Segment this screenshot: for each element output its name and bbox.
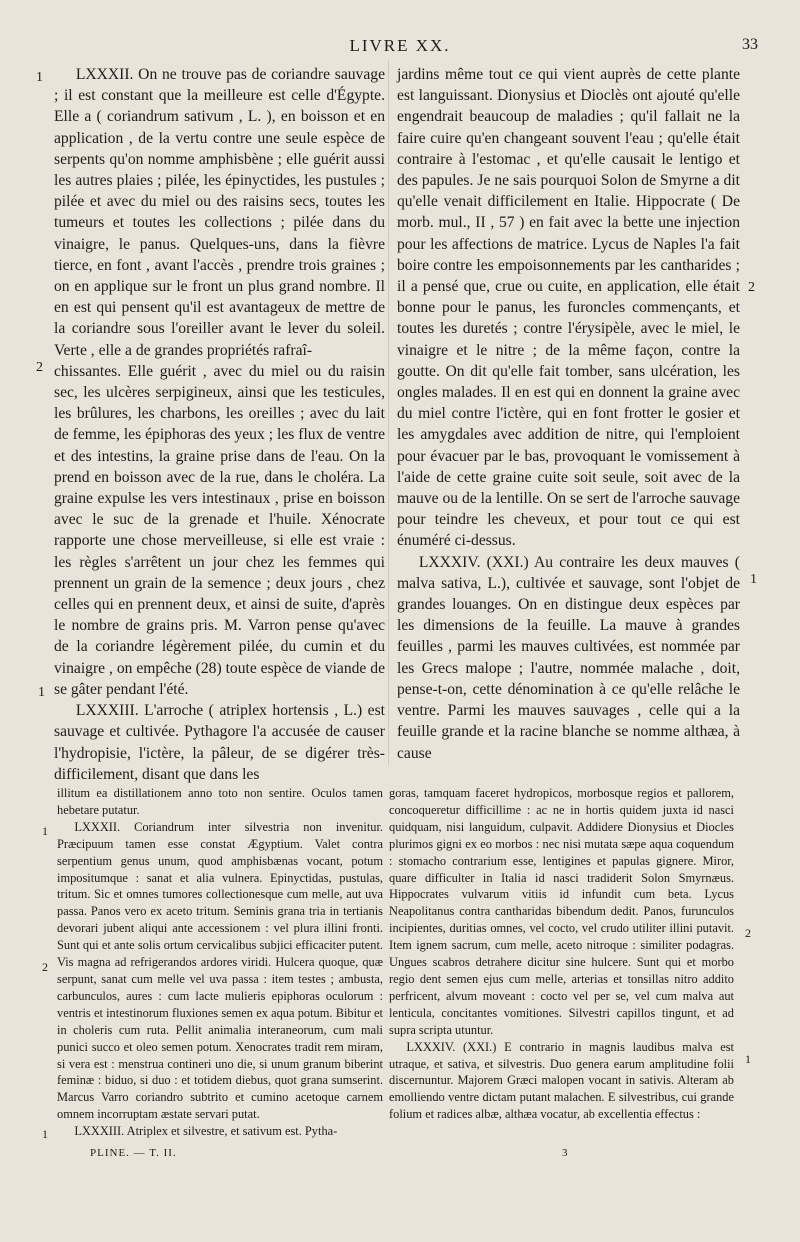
running-head [0,36,800,56]
column-rule [388,60,389,765]
paragraph: LXXXII. On ne trouve pas de coriandre sauvage ; il est constant que la meilleure est celle d'Égypte. Elle a ( coriandrum sativum , L. ), en boisson et en application , de la vertu contre une seule espèce de serpents qu'on nomme amphisbène ; elle guérit aussi les autres plaies ; pilée, les épinyctides, les pustules ; pilée et avec du miel ou des raisins secs, toutes les tumeurs et toutes les collections ; pilée dans du vinaigre, le panus. Quelques-uns, dans la fièvre tierce, en font , avant l'accès , prendre trois graines ; on en applique sur le front un plus grand nombre. Il en est qui pensent qu'il est avantageux de mettre de la coriandre sous l'oreiller avant le lever du soleil. Verte , elle a de grandes propriétés rafraî- [54,66,385,359]
paragraph: illitum ea distillationem anno toto non sentire. Oculos tamen hebetare putatur. [57,786,383,817]
page-number: 33 [742,36,758,53]
margin-number: 2 [42,960,48,974]
french-left-column [54,64,385,785]
latin-right-column [389,785,734,1123]
paragraph: LXXXIII. L'arroche ( atriplex hortensis , L.) est sauvage et cultivée. Pythagore l'a accusée de causer l'hydropisie, l'ictère, la pâleur, de se digérer très-difficilement, disant que dans les [54,702,385,783]
latin-left-column [57,785,383,1140]
paragraph: LXXXII. Coriandrum inter silvestria non invenitur. Præcipuum tamen esse constat Ægyptium. Valet contra serpentium genus unum, quod amphisbænas vocant, potum impositumque : sanat et alia vulnera. Epinyctidas, pustulas, tritum. Sic et omnes tumores collectionesque cum melle, aut uva passa. Panos vero ex aceto tritum. Seminis grana tria in tertianis devorari jubent aliqui ante accessionem : vel plura illini fronti. Sunt qui et ante solis ortum cervicalibus subjici efficaciter putent. Vis magna ad refrigerandos ardores viridi. Hulcera quoque, quæ serpunt, sanat cum melle vel uva passa : item testes ; ambusta, carbunculos, aures : cum lacte mulieris epiphoras oculorum : ventris et intestinorum fluxiones semen ex aqua potum. Bibitur et in choleris cum ruta. Pellit animalia interaneorum, cum mali punici succo et oleo semen potum. Xenocrates tradit rem miram, si vera est : menstrua contineri uno die, si unum granum biberint feminæ : biduo, si duo : et totidem diebus, quot grana sumserint. Marcus Varro coriandro subtrito et cumino acetoque carnem omnem incorruptam æstate servari putat. [57,819,383,1122]
paragraph: LXXXIII. Atriplex et silvestre, et sativum est. Pytha- [74,1124,338,1139]
footer-signature: PLINE. — T. II. [90,1147,177,1159]
margin-number: 2 [36,360,43,375]
paragraph: LXXXIV. (XXI.) Au contraire les deux mauves ( malva sativa, L.), cultivée et sauvage, sont l'objet de grandes louanges. On en distingue deux espèces par les dimensions de la feuille. La mauve à grandes feuilles , parmi les mauves cultivées, est nommée par les Grecs malope ; l'autre, nommée malache , doit, pense-t-on, cette dénomination à ce qu'elle relâche le ventre. Parmi les mauves sauvages , celle qui a la feuille grande et la racine blanche se nomme althæa, à cause [397,553,740,762]
margin-number: 1 [42,1127,48,1141]
margin-number: 1 [42,824,48,838]
margin-number: 1 [750,572,757,587]
margin-number: 1 [38,685,45,700]
paragraph: LXXXIV. (XXI.) E contrario in magnis laudibus malva est utraque, et sativa, et silvestris. Duo genera earum amplitudine folii discernuntur. Majorem Græci malopen vocant in sativis. Alteram ab emolliendo ventre dictam putant malachen. E silvestribus, cui grande folium et radices albæ, althæa vocatur, ab excellentia effectus : [389,1039,734,1122]
footer-sheet-number: 3 [562,1147,568,1159]
page-title: LIVRE XX. [349,36,451,55]
margin-number: 2 [745,926,751,940]
paragraph: goras, tamquam faceret hydropicos, morbosque regios et pallorem, concoqueretur difficillime : ac ne in hortis quidem juxta id nasci quidquam, nisi languidum, culpavit. Addidere Dionysius et Diocles plurimos gigni ex eo morbos : nec nisi mutata sæpe aqua coquendum : stomacho contrarium esse, lentigines et papulas gignere. Miror, quare difficulter in Italia id nasci tradiderit Solon Smyrnæus. Hippocrates vulvarum vitiis id infundit cum beta. Lycus Neapolitanus contra cantharidas bibendum dedit. Panos, furunculos incipientes, duritias omnes, vel cocto, vel crudo utiliter illini putavit. Item ignem sacrum, cum melle, aceto nitroque : similiter podagras. Ungues scabros detrahere dicitur sine hulcere. Sunt qui et morbo regio dent semen ejus cum melle, arterias et tonsillas nitro addito perfricent, alvum moveant : cocto vel per se, vel cum malva aut lenticula, concitantes vomitiones. Silvestri capillos tingunt, et ad supra scripta utuntur. [389,786,734,1037]
paragraph: chissantes. Elle guérit , avec du miel ou du raisin sec, les ulcères serpigineux, ainsi que les testicules, les brûlures, les charbons, les oreilles ; avec du lait de femme, les épiphoras des yeux ; les flux de ventre et des intestins, la graine prise dans de l'eau. On la prend en boisson avec de la rue, dans le choléra. La graine expulse les vers intestinaux , prise en boisson avec le suc de la grenade et l'huile. Xénocrate rapporte une chose merveilleuse, si elle est vraie : les règles s'arrêtent un jour chez les femmes qui prennent un grain de la semence ; deux jours , chez celles qui en prennent deux, et ainsi de suite, d'après le nombre de grains pris. M. Varron pense qu'avec de la coriandre légèrement pilée, du cumin et du vinaigre , on empêche (28) toute espèce de viande de se gâter pendant l'été. [54,362,385,698]
margin-number: 2 [748,280,755,295]
margin-number: 1 [36,70,43,85]
margin-number: 1 [745,1052,751,1066]
french-right-column [397,64,740,764]
paragraph: jardins même tout ce qui vient auprès de cette plante est languissant. Dionysius et Dioclès ont ajouté qu'elle engendrait beaucoup de maladies ; qu'il fallait ne la faire cuire qu'en changeant souvent l'eau ; qu'elle était contraire à l'estomac , et qu'elle causait le lentigo et des papules. Je ne sais pourquoi Solon de Smyrne a dit qu'elle venait difficilement en Italie. Hippocrate ( De morb. mul., II , 57 ) en fait avec la bette une injection pour les affections de matrice. Lycus de Naples l'a fait boire contre les empoisonnements par les cantharides ; il a pensé que, crue ou cuite, en application, elle était bonne pour le panus, les furoncles commençants, et toutes les duretés ; contre l'érysipèle, avec le miel, le vinaigre et le nitre ; de la même façon, contre la goutte. On dit qu'elle fait tomber, sans ulcération, les ongles malades. Il en est qui en donnent la graine avec du miel contre l'ictère, qui en font frotter le gosier et les amygdales avec addition de nitre, qui l'emploient pour évacuer par le bas, provoquant le vomissement à l'aide de cette graine cuite soit seule, soit avec de la mauve ou de la lentille. On se sert de l'arroche sauvage pour teindre les cheveux, et pour tout ce qui est énuméré ci-dessus. [397,66,740,550]
